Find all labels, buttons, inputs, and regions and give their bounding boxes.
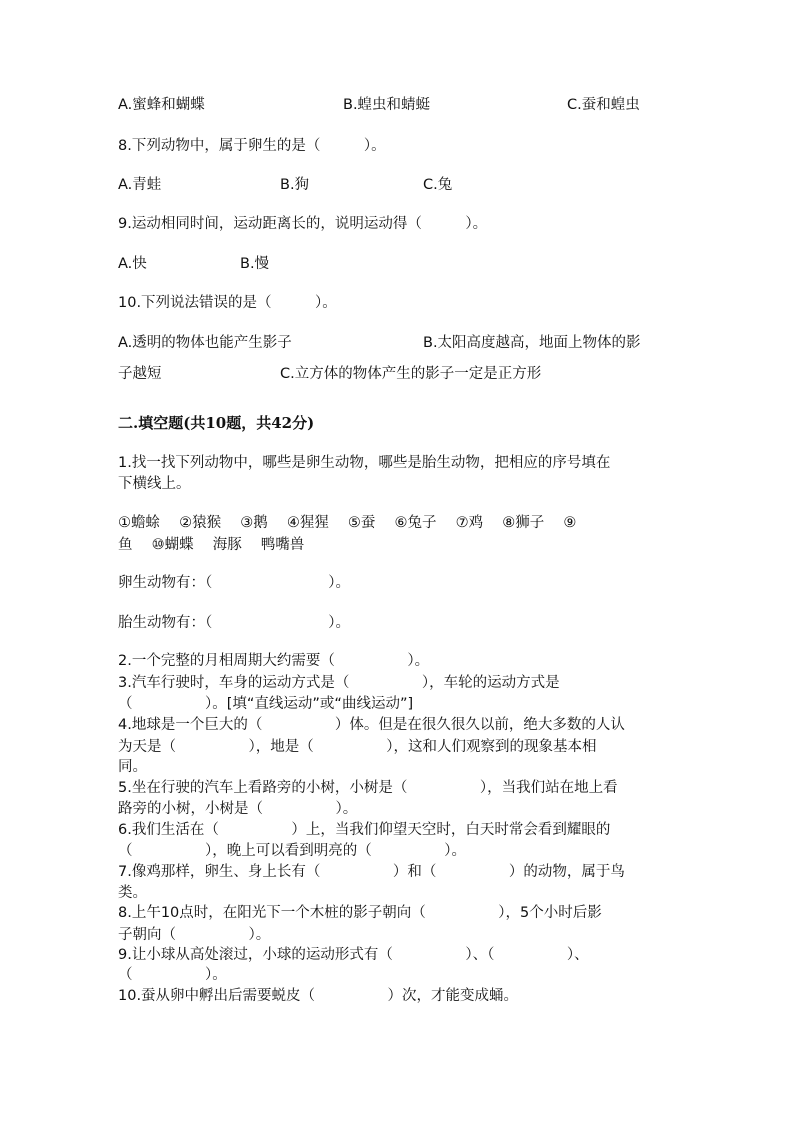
q10-option-a: A.透明的物体也能产生影子 bbox=[118, 335, 292, 351]
fill-line: 8.上午10点时，在阳光下一个木桩的影子朝向（ ），5个小时后影 bbox=[118, 905, 602, 921]
q7-option-c: C.蚕和蝗虫 bbox=[567, 97, 640, 113]
fill-line: 为天是（ ），地是（ ），这和人们观察到的现象基本相 bbox=[118, 739, 597, 755]
q10-option-c: C.立方体的物体产生的影子一定是正方形 bbox=[280, 366, 542, 382]
q8-option-b: B.狗 bbox=[280, 177, 310, 193]
fill-line: （ ）。 bbox=[118, 967, 227, 983]
q8-stem: 8.下列动物中，属于卵生的是（ ）。 bbox=[118, 138, 386, 154]
q8-option-a: A.青蛙 bbox=[118, 177, 162, 193]
fill-line: （ ），晚上可以看到明亮的（ ）。 bbox=[118, 843, 466, 859]
fill-q1-line1: 1.找一找下列动物中，哪些是卵生动物，哪些是胎生动物，把相应的序号填在 bbox=[118, 455, 611, 471]
fill-line: 子朝向（ ）。 bbox=[118, 927, 271, 943]
fill-line: 7.像鸡那样，卵生、身上长有（ ）和（ ）的动物，属于鸟 bbox=[118, 864, 625, 880]
section-heading: 二.填空题(共10题，共42分) bbox=[118, 414, 315, 432]
animal-list-line2: 鱼 ⑩蝴蝶 海豚 鸭嘴兽 bbox=[118, 537, 305, 553]
q8-option-c: C.兔 bbox=[423, 177, 453, 193]
fill-line: 5.坐在行驶的汽车上看路旁的小树，小树是（ ），当我们站在地上看 bbox=[118, 780, 618, 796]
fill-line: 3.汽车行驶时，车身的运动方式是（ ），车轮的运动方式是 bbox=[118, 675, 560, 691]
fill-line: 9.让小球从高处滚过，小球的运动形式有（ ）、（ ）、 bbox=[118, 947, 589, 963]
q9-option-b: B.慢 bbox=[240, 256, 270, 272]
q9-option-a: A.快 bbox=[118, 256, 147, 272]
fill-line: 2.一个完整的月相周期大约需要（ ）。 bbox=[118, 653, 430, 669]
fill-line: 类。 bbox=[118, 885, 147, 901]
fill-line: 同。 bbox=[118, 759, 147, 775]
fill-line: 4.地球是一个巨大的（ ）体。但是在很久很久以前，绝大多数的人认 bbox=[118, 717, 625, 733]
fill-line: 10.蚕从卵中孵出后需要蜕皮（ ）次，才能变成蛹。 bbox=[118, 988, 519, 1004]
fill-line: 6.我们生活在（ ）上，当我们仰望天空时，白天时常会看到耀眼的 bbox=[118, 822, 611, 838]
q10-stem: 10.下列说法错误的是（ ）。 bbox=[118, 295, 337, 311]
fill-line: （ ）。[填“直线运动”或“曲线运动”] bbox=[118, 696, 414, 712]
fill-q1-line2: 下横线上。 bbox=[118, 476, 191, 492]
q10-option-b-cont: 子越短 bbox=[118, 366, 162, 382]
q7-option-b: B.蝗虫和蜻蜓 bbox=[343, 97, 431, 113]
fill-line: 路旁的小树，小树是（ ）。 bbox=[118, 801, 358, 817]
oviparous-answer: 卵生动物有：（ ）。 bbox=[118, 575, 350, 591]
q9-stem: 9.运动相同时间，运动距离长的，说明运动得（ ）。 bbox=[118, 216, 488, 232]
q7-option-a: A.蜜蜂和蝴蝶 bbox=[118, 97, 205, 113]
animal-list-line1: ①蟾蜍 ②猿猴 ③鹅 ④猩猩 ⑤蚕 ⑥兔子 ⑦鸡 ⑧狮子 ⑨ bbox=[118, 515, 577, 531]
q10-option-b: B.太阳高度越高，地面上物体的影 bbox=[423, 335, 641, 351]
viviparous-answer: 胎生动物有：（ ）。 bbox=[118, 615, 350, 631]
